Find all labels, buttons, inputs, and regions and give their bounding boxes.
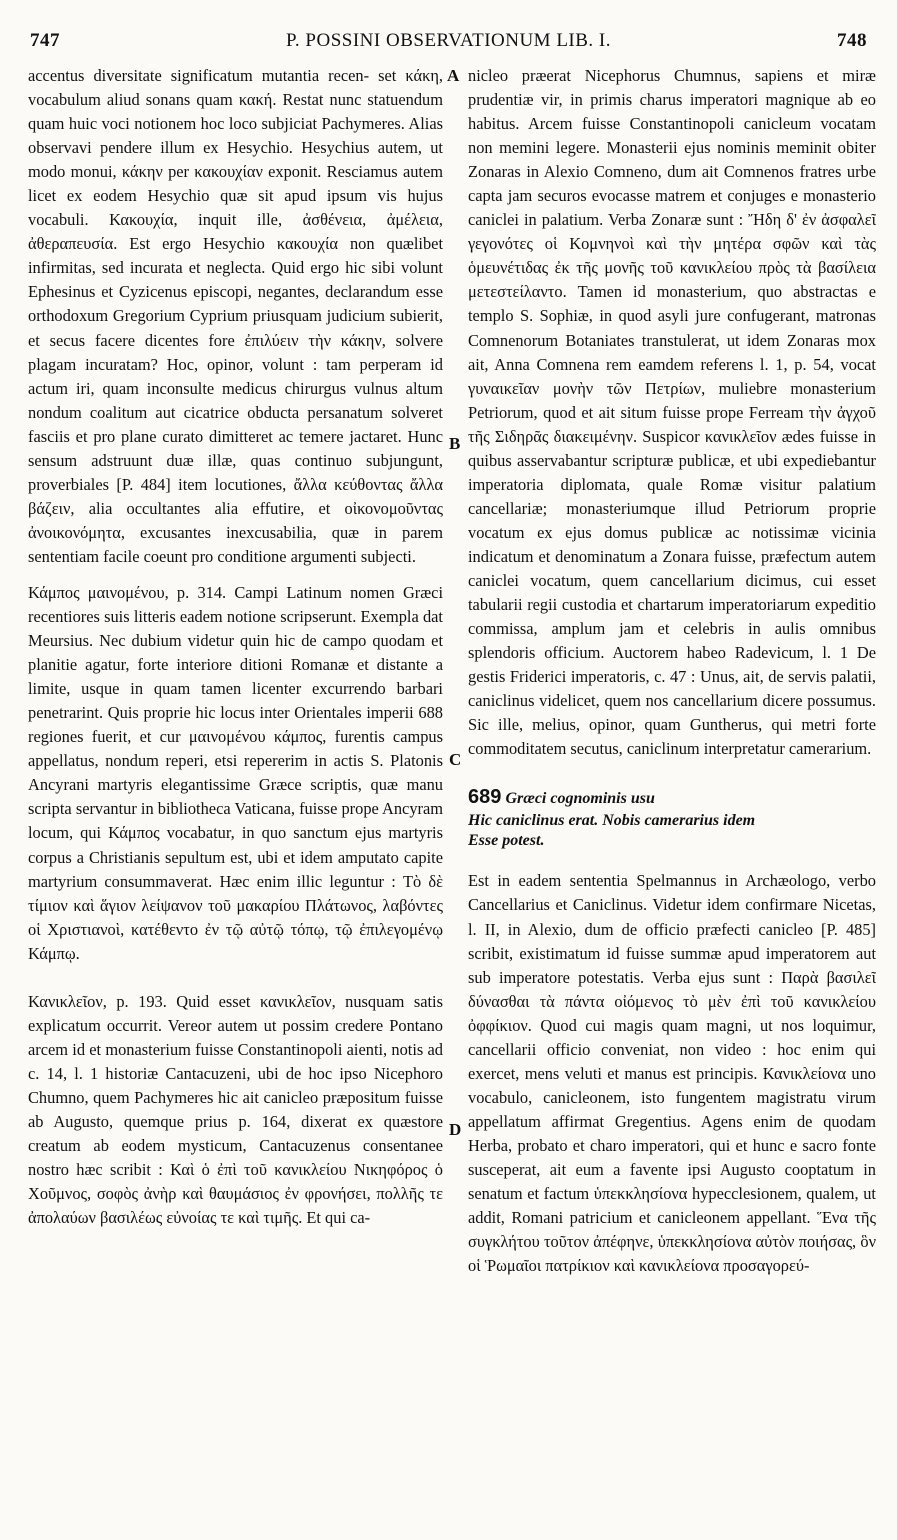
paragraph-canicleum: nicleo præerat Nicephorus Chumnus, sapiens et miræ prudentiæ vir, in primis charus imperatori magnique ab eo habitus. Arcem fuisse Constantinopoli canicleum vocatam non memini legere. Monasterii ejus nominis meminit obiter Zonaras in Alexio Comneno, dum ait Comnenos fratres urbe capta jam securos evocasse matrem et conjuges e monasterio caniclei in palatium. Verba Zonaræ sunt : Ἤδη δ' ἐν ἀσφαλεῖ γεγονότες οἱ Κομνηνοὶ καὶ τὴν μητέρα σφῶν καὶ τὰς ὁμευνέτιδας ἐκ τῆς μονῆς τοῦ κανικλείου πρὸς τὰ βασίλεια μετεστείλαντο. Tamen id monasterium, quo abstractas e templo S. Sophiæ, in quod asyli jure confugerant, matronas Comnenorum Botaniates transtulerat, ut idem Zonaras mox ait, Anna Comnena rem eamdem referens l. 1, p. 54, vocat γυναικεῖαν μονὴν τῶν Πετρίων, muliebre monasterium Petriorum, quod et ait situm fuisse prope Ferream τὴν ἀγχοῦ τῆς Σιδηρᾶς διακειμένην. Suspicor κανικλεῖον ædes fuisse in quibus asservabantur scripturæ publicæ, et ubi expediebantur imperatoria diplomata, quale Romæ visitur palatium cancellariæ; monasteriumque illud Petriorum proprie vocatum ex ejus domus publicæ ac notissimæ vicinia indicatum et denominatum a Zonara fuisse, præfectum autem caniclei vocatum, quem cancellarium dicimus, cui esset tabularii regii custodia et chartarum imperatoriarum expeditio commissa, amplum jam et celebris in aulis omnibus splendoris officium. Auctorem habeo Radevicum, l. 1 De gestis Friderici imperatoris, c. 47 : Unus, ait, de servis palatii, caniclinus videlicet, quem nos cancellarium dicere possumus. Sic ille, melius, opinor, quam Guntherus, qui metri forte commoditatem secutus, caniclinum interpretatur camerarium.: [468, 66, 876, 759]
running-header: [30, 30, 867, 56]
right-column: [468, 64, 876, 1530]
verse-line-1: Græci cognominis usu: [505, 790, 655, 808]
right-page-number: 748: [837, 30, 867, 51]
paragraph-spelmannus: Est in eadem sententia Spelmannus in Archæologo, verbo Cancellarius et Caniclinus. Videtur idem confirmare Nicetas, l. II, in Alexio, dum de officio præfecti canicleo [P. 485] scribit, existimatum id fuisse summæ apud imperatorem aut sub imperatore potestatis. Verba ejus sunt : Παρὰ βασιλεῖ δύνασθαι τὰ πάντα οἰόμενος τὸ μὲν ἐπὶ τοῦ κανικλείου ὀφφίκιον. Quod cui magis quam magni, ut nos loquimur, cancellarii officio conveniat, non video : hoc enim qui exercet, mens veluti et manus est principis. Κανικλείονα uno vocabulo, canicleonem, isto fungentem magistratu virum appellatum affirmat Gregentius. Agens enim de quodam Herba, probato et charo imperatori, qui et hunc e sacro fonte susceperat, ait eum a favente ipsi Augusto cooptatum in senatum et factum ὑπεκκλησίονα hypecclesionem, qualem, ut addit, Romani patricium et canicleonem appellant. Ἕνα τῆς συγκλήτου τοῦτον ἀπέφηνε, ὑπεκκλησίονα αὐτὸν ποιήσας, ὃν οἱ Ῥωμαῖοι πατρίκιον καὶ κανικλείονα προσαγορεύ-: [468, 871, 876, 1276]
paragraph-kake: accentus diversitate significatum mutantia recen- set κάκη, vocabulum aliud sonans quam κακή. Restat nunc statuendum quam huic voci notionem hoc loco subjiciat Pachymeres. Alias observavi pendere illum ex Hesychio. Hesychius autem, ut modo monui, κάκην per κακουχίαν exponit. Resciamus autem licet ex eodem Hesychio quæ sit apud ipsum vis hujus vocabuli. Κακουχία, inquit ille, ἀσθένεια, ἀμέλεια, ἀθεραπευσία. Est ergo Hesychio κακουχία non quælibet infirmitas, sed incurata et neglecta. Quid ergo hic sibi volunt Ephesinus et Cyzicenus episcopi, negantes, declarandum esse orthodoxum Gregorium Cyprium priusquam judicium subierit, et secus facere dicentes fore ἐπιλύειν τὴν κάκην, solvere plagam incuratam? Hoc, opinor, volunt : tam perperam id actum iri, quam inconsulte medicus chirurgus vulnus altum nondum coalitum aut cicatrice obducta persanatum solveret fasciis et pro plane curato dimitteret ac temere jactaret. Hunc sensum adstruunt duæ illæ, quas continuo subjungunt, proverbiales [P. 484] item locutiones, ἄλλα κεύθοντας ἄλλα βάζειν, alia occultantes alia effutire, et οἰκονομοῦντας ἀνοικονόμητα, excusantes inexcusabilia, quæ in parem sententiam facile coeunt pro conditione argumenti subjecti.: [28, 66, 443, 566]
left-column: [28, 64, 443, 1530]
verse-citation: [468, 785, 876, 851]
margin-marker-c: C: [449, 750, 462, 769]
verse-line-3: Esse potest.: [468, 832, 545, 850]
running-title: P. POSSINI OBSERVATIONUM LIB. I.: [285, 30, 612, 51]
margin-marker-d: D: [449, 1120, 462, 1139]
paragraph-kanikleion: Κανικλεῖον, p. 193. Quid esset κανικλεῖον, nusquam satis explicatum occurrit. Vereor autem ut possim credere Pontano arcem id et monasterium fuisse Constantinopoli aienti, notis ad c. 14, l. 1 historiæ Cantacuzeni, ubi de hoc ipso Nicephoro Chumno, quem Pachymeres hic ait canicleo præpositum fuisse ab Augusto, quemque prius p. 164, dixerat ex quæstore creatum ab eodem mysticum, Cantacuzenus consentanee nostro hæc scribit : Καὶ ὁ ἐπὶ τοῦ κανικλείου Νικηφόρος ὁ Χοῦμνος, σοφὸς ἀνὴρ καὶ θαυμάσιος ἐν φρονήσει, πολλῆς τε ἀπολαύων βασιλέως εὐνοίας τε καὶ τιμῆς. Et qui ca-: [28, 991, 443, 1228]
section-number: 689: [468, 786, 502, 809]
paragraph-kampos: Κάμπος μαινομένου, p. 314. Campi Latinum nomen Græci recentiores suis litteris eadem notione scripserunt. Exempla dat Meursius. Nec dubium videtur quin hic de campo quodam et planitie agatur, forte interiore ditioni Romanæ et distante a limite, usque in quam tamen licenter excurrendo barbari penetrarint. Quis proprie hic locus inter Orientales imperii 688 regiones fuerit, et cur μαινομένου κάμπος, furentis campus appellatus, nondum reperi, etsi repererim in actis S. Platonis Ancyrani martyris elegantissime Græce scriptis, quæ manu scripta servantur in bibliotheca Vaticana, fuisse prope Ancyram locum, qui Κάμπος vocabatur, in quo sanctum ejus martyris corpus a Christianis sepultum est, ubi et idem amputato capite martyrium consummaverat. Hæc enim illic leguntur : Τὸ δὲ τίμιον καὶ ἅγιον λείψανον τοῦ μακαρίου Πλάτωνος, λαβόντες οἱ Χριστιανοὶ, κατέθεντο ἐν τῷ αὐτῷ τόπῳ, τῷ ἐπιλεγομένῳ Κάμπῳ.: [28, 582, 443, 963]
left-page-number: 747: [30, 30, 60, 51]
verse-line-2: Hic caniclinus erat. Nobis camerarius idem: [468, 812, 756, 830]
margin-marker-a: A: [447, 66, 460, 85]
margin-marker-b: B: [449, 434, 461, 453]
